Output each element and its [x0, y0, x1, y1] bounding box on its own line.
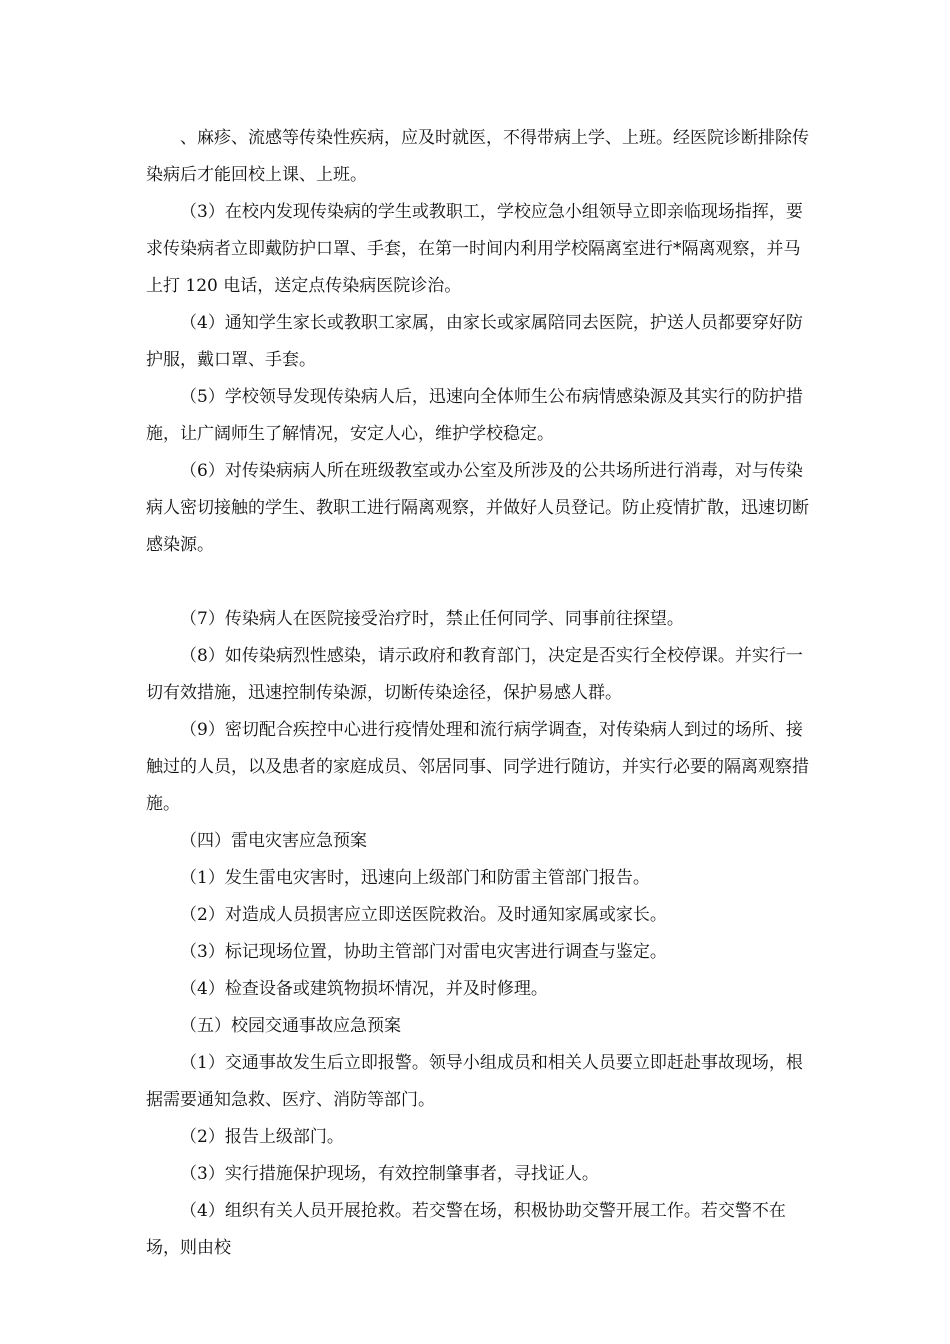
paragraph: （4）通知学生家长或教职工家属，由家长或家属陪同去医院，护送人员都要穿好防护服，戴口罩、手套。: [146, 313, 803, 370]
paragraph: （5）学校领导发现传染病人后，迅速向全体师生公布病情感染源及其实行的防护措施，让广阔师生了解情况，安定人心，维护学校稳定。: [146, 387, 803, 444]
paragraph: （4）组织有关人员开展抢救。若交警在场，积极协助交警开展工作。若交警不在场，则由校: [146, 1201, 786, 1258]
paragraph: （8）如传染病烈性感染，请示政府和教育部门，决定是否实行全校停课。并实行一切有效措施，迅速控制传染源，切断传染途径，保护易感人群。: [146, 646, 803, 703]
paragraph: 、麻疹、流感等传染性疾病，应及时就医，不得带病上学、上班。经医院诊断排除传染病后才能回校上课、上班。: [146, 128, 809, 185]
section-heading: （五）校园交通事故应急预案: [180, 1016, 401, 1036]
paragraph: （3）实行措施保护现场，有效控制肇事者，寻找证人。: [180, 1164, 599, 1184]
paragraph: （2）报告上级部门。: [180, 1127, 344, 1147]
paragraph: （4）检查设备或建筑物损坏情况，并及时修理。: [180, 979, 548, 999]
document-body: [146, 120, 816, 1267]
section-heading: （四）雷电灾害应急预案: [180, 831, 367, 851]
paragraph: （6）对传染病病人所在班级教室或办公室及所涉及的公共场所进行消毒，对与传染病人密切接触的学生、教职工进行隔离观察，并做好人员登记。防止疫情扩散，迅速切断感染源。: [146, 461, 809, 555]
paragraph: （7）传染病人在医院接受治疗时，禁止任何同学、同事前往探望。: [180, 609, 684, 629]
paragraph: （3）标记现场位置，协助主管部门对雷电灾害进行调查与鉴定。: [180, 942, 667, 962]
blank-gap: [146, 564, 816, 601]
paragraph: （3）在校内发现传染病的学生或教职工，学校应急小组领导立即亲临现场指挥，要求传染病者立即戴防护口罩、手套，在第一时间内利用学校隔离室进行*隔离观察，并马上打 120 电话，送定点传染病医院诊治。: [146, 202, 803, 296]
paragraph: （1）交通事故发生后立即报警。领导小组成员和相关人员要立即赶赴事故现场，根据需要通知急救、医疗、消防等部门。: [146, 1053, 803, 1110]
paragraph: （2）对造成人员损害应立即送医院救治。及时通知家属或家长。: [180, 905, 667, 925]
paragraph: （1）发生雷电灾害时，迅速向上级部门和防雷主管部门报告。: [180, 868, 650, 888]
paragraph: （9）密切配合疾控中心进行疫情处理和流行病学调查，对传染病人到过的场所、接触过的人员，以及患者的家庭成员、邻居同事、同学进行随访，并实行必要的隔离观察措施。: [146, 720, 809, 814]
